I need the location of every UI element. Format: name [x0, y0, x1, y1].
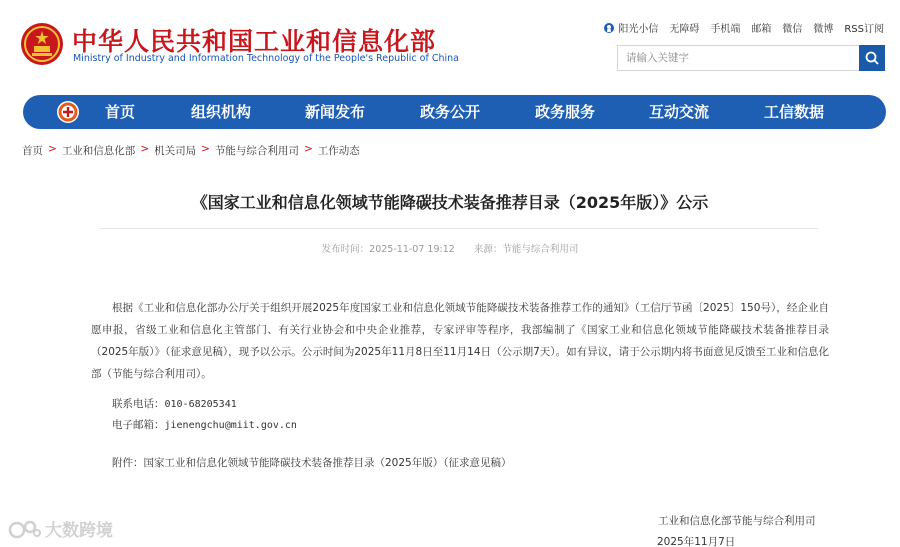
publish-time: 发布时间：2025-11-07 19:12 — [321, 244, 455, 255]
nav-item-interaction[interactable]: 互动交流 — [649, 103, 710, 121]
article-body: 根据《工业和信息化部办公厅关于组织开展2025年度国家工业和信息化领域节能降碳技术装备推荐工作的通知》（工信厅节函〔2025〕150号），经企业自愿申报，省级工业和信息化主管部门、有关行业协会和中央企业推荐，专家评审等程序，我部编制了《国家工业和信息化领域节能降碳技术装备推荐目录（2025年版）》（征求意见稿），现予以公示。公示时间为2025年11月8日至11月14日（公示期7天）。如有异议，请于公示期内将书面意见反馈至工业和信息化部（节能与综合利用司）。 — [91, 302, 829, 380]
sunshine-link[interactable] — [603, 20, 658, 35]
search-icon — [865, 51, 879, 65]
nav-item-gov-affairs[interactable]: 政务公开 — [420, 103, 481, 121]
breadcrumb-item[interactable]: 首页 — [22, 145, 43, 157]
contact-email — [112, 417, 297, 432]
wechat-link[interactable]: 微信 — [782, 24, 803, 35]
article-source: 来源：节能与综合利用司 — [473, 244, 579, 255]
search-bar — [617, 45, 885, 71]
watermark — [8, 516, 113, 541]
top-links — [603, 20, 884, 35]
main-nav — [23, 95, 886, 129]
article-title: 《国家工业和信息化领域节能降碳技术装备推荐目录（2025年版）》公示 — [191, 193, 709, 212]
watermark-text: 大数跨境 — [45, 521, 113, 541]
phone-label: 联系电话： — [112, 398, 165, 410]
sunshine-label: 阳光小信 — [618, 24, 659, 35]
email-value[interactable]: jienengchu@miit.gov.cn — [164, 420, 297, 431]
mobile-link[interactable]: 手机端 — [710, 24, 741, 35]
accessibility-link[interactable]: 无障碍 — [669, 24, 700, 35]
nav-item-data[interactable]: 工信数据 — [764, 103, 825, 121]
mailbox-link[interactable]: 邮箱 — [751, 24, 772, 35]
search-input[interactable] — [617, 45, 859, 71]
watermark-logo-icon — [8, 518, 42, 540]
search-button[interactable] — [859, 45, 885, 71]
article-meta — [0, 241, 900, 255]
site-title[interactable]: 中华人民共和国工业和信息化部 — [72, 27, 437, 56]
signature-org: 工业和信息化部节能与综合利用司 — [658, 515, 816, 527]
attachment-link[interactable]: 附件：国家工业和信息化领域节能降碳技术装备推荐目录（2025年版）（征求意见稿） — [112, 457, 512, 469]
nav-item-organization[interactable]: 组织机构 — [191, 103, 252, 121]
signature-date: 2025年11月7日 — [657, 536, 736, 547]
breadcrumb-separator: > — [140, 143, 150, 155]
nav-item-home[interactable]: 首页 — [105, 103, 136, 121]
breadcrumb-separator: > — [48, 143, 57, 155]
weibo-link[interactable]: 微博 — [813, 24, 834, 35]
nav-item-news[interactable]: 新闻发布 — [305, 103, 366, 121]
rss-link[interactable]: RSS订阅 — [844, 24, 884, 35]
breadcrumb-item[interactable]: 工作动态 — [317, 145, 360, 157]
site-header — [0, 0, 900, 95]
title-divider — [100, 228, 818, 229]
breadcrumb-item[interactable]: 节能与综合利用司 — [214, 145, 299, 157]
breadcrumb-separator: > — [303, 143, 313, 155]
breadcrumb-separator: > — [201, 143, 210, 155]
breadcrumb — [22, 143, 360, 158]
contact-phone — [112, 396, 237, 411]
nav-item-services[interactable]: 政务服务 — [535, 103, 596, 121]
breadcrumb-item[interactable]: 工业和信息化部 — [61, 145, 136, 157]
email-label: 电子邮箱： — [112, 419, 165, 431]
sunshine-icon — [603, 22, 615, 34]
breadcrumb-item[interactable]: 机关司局 — [154, 145, 197, 157]
miit-logo-icon[interactable] — [56, 100, 80, 124]
phone-value: 010-68205341 — [164, 399, 237, 410]
national-emblem-icon[interactable] — [20, 22, 64, 66]
site-title-en: Ministry of Industry and Information Technology of the People's Republic of China — [73, 53, 459, 64]
